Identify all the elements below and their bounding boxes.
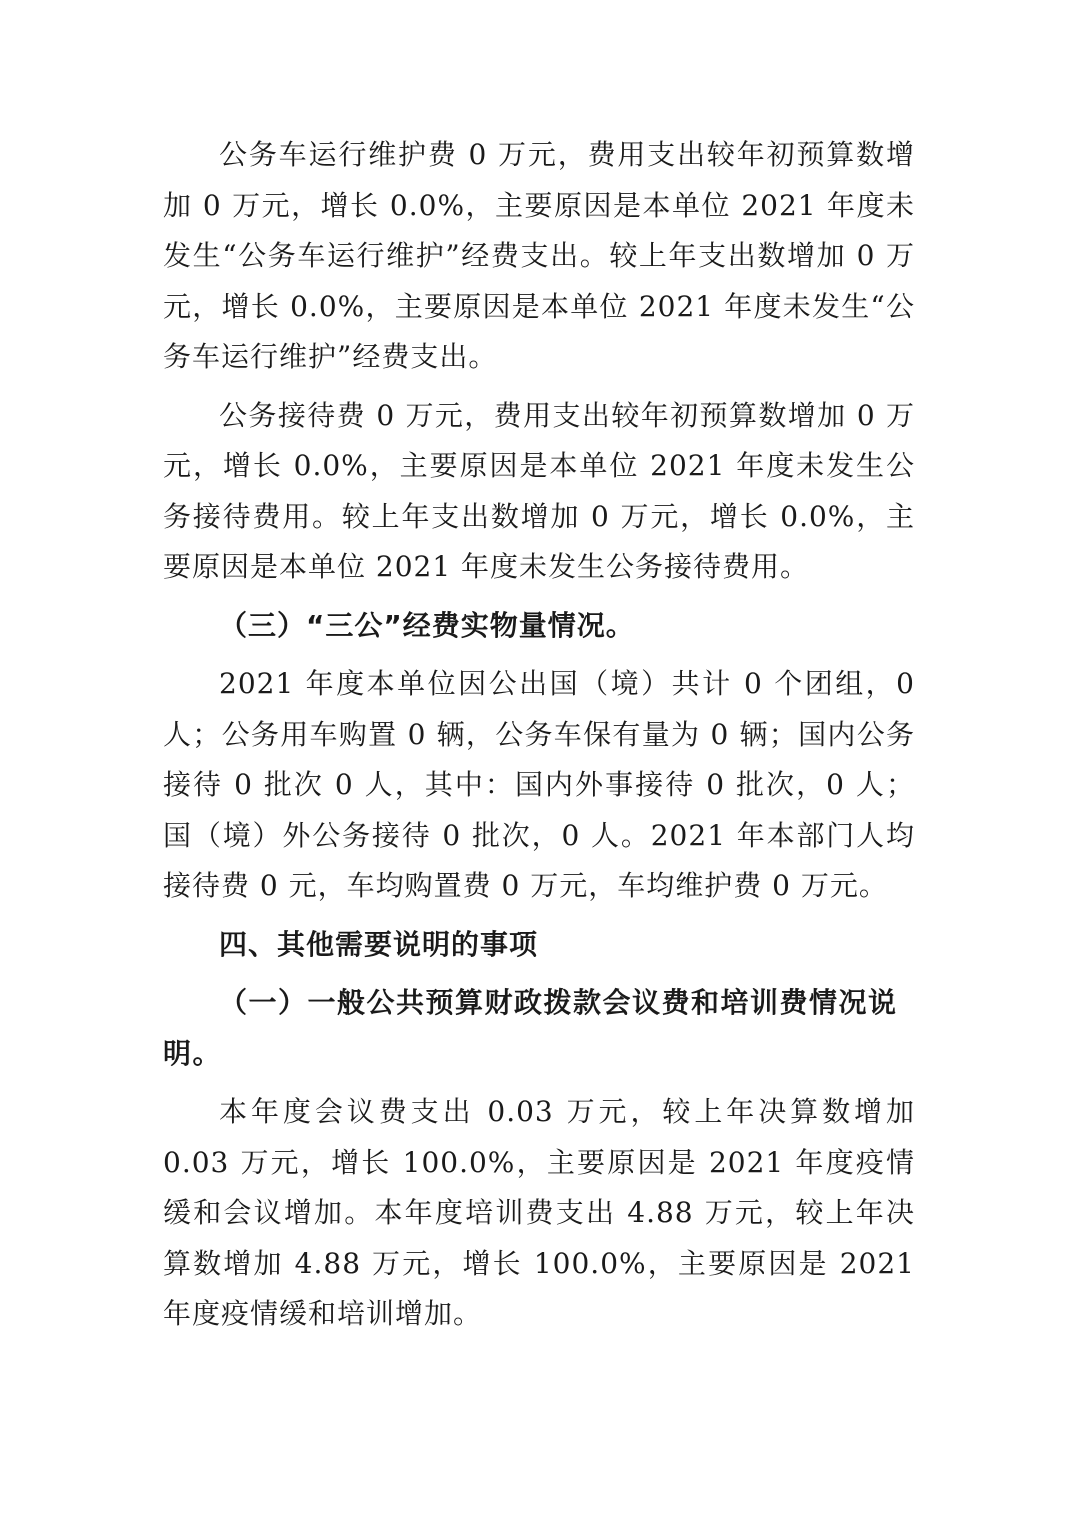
document-body: [163, 130, 915, 1348]
heading-physical-quantity: （三）“三公”经费实物量情况。: [219, 608, 635, 642]
paragraph-physical-quantity: 2021 年度本单位因公出国（境）共计 0 个团组，0 人；公务用车购置 0 辆，公务车保有量为 0 辆；国内公务接待 0 批次 0 人，其中：国内外事接待 0 批次，0 人；国（境）外公务接待 0 批次，0 人。2021 年本部门人均接待费 0 元，车均购置费 0 万元，车均维护费 0 万元。: [163, 667, 915, 902]
paragraph-meeting-training: 本年度会议费支出 0.03 万元，较上年决算数增加 0.03 万元，增长 100.0%，主要原因是 2021 年度疫情缓和会议增加。本年度培训费支出 4.88 万元，较上年决算数增加 4.88 万元，增长 100.0%，主要原因是 2021 年度疫情缓和培训增加。: [163, 1095, 915, 1330]
paragraph-vehicle-maintenance: 公务车运行维护费 0 万元，费用支出较年初预算数增加 0 万元，增长 0.0%，主要原因是本单位 2021 年度未发生“公务车运行维护”经费支出。较上年支出数增加 0 万元，增长 0.0%，主要原因是本单位 2021 年度未发生“公务车运行维护”经费支出。: [163, 138, 915, 373]
paragraph-reception-fee: 公务接待费 0 万元，费用支出较年初预算数增加 0 万元，增长 0.0%，主要原因是本单位 2021 年度未发生公务接待费用。较上年支出数增加 0 万元，增长 0.0%，主要原因是本单位 2021 年度未发生公务接待费用。: [163, 398, 915, 583]
heading-other-matters: 四、其他需要说明的事项: [219, 927, 539, 961]
heading-meeting-training: （一）一般公共预算财政拨款会议费和培训费情况说明。: [163, 986, 898, 1070]
